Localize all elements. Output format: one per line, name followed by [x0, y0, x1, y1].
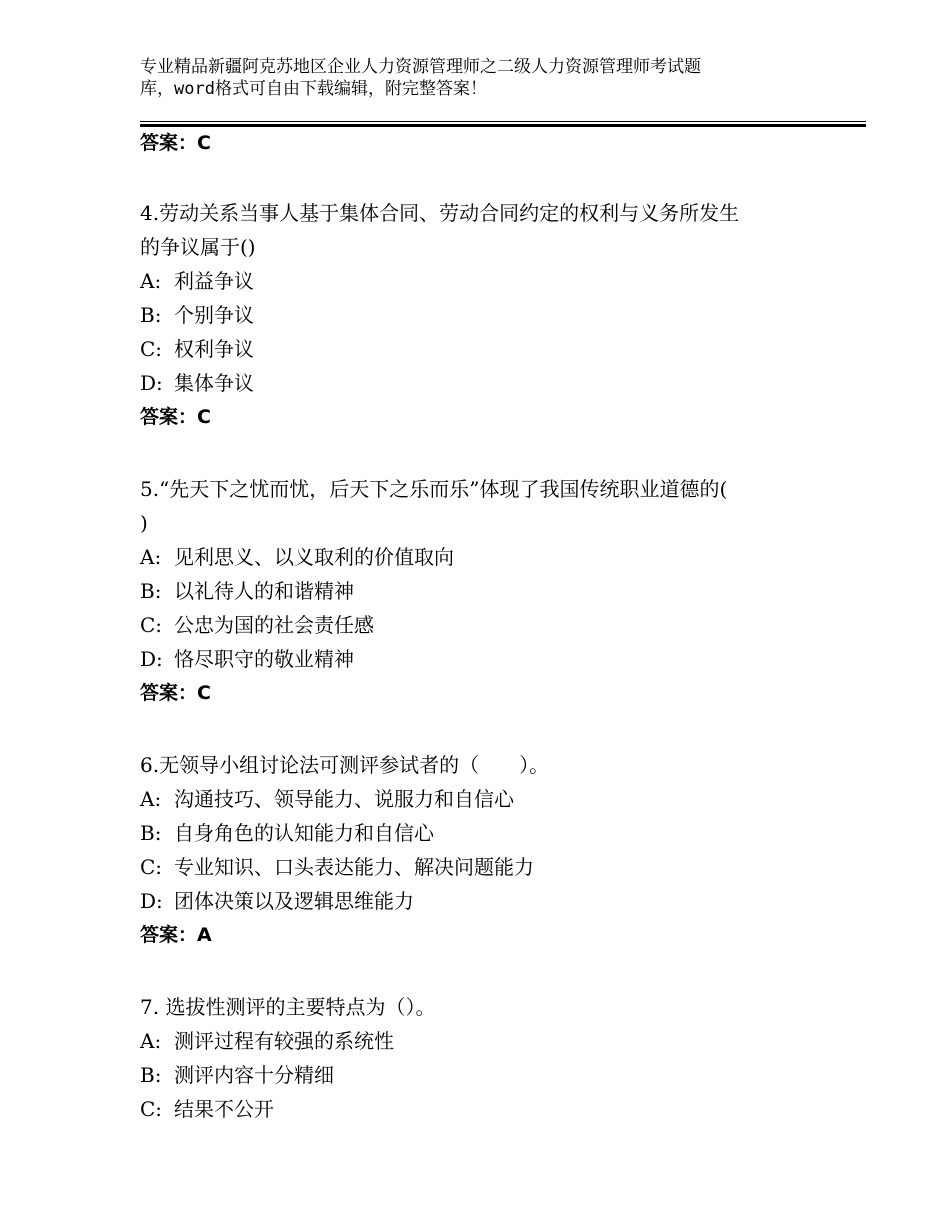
answer-label: 答案：A	[140, 924, 212, 946]
option-text: 以礼待人的和谐精神	[174, 579, 354, 603]
option-letter: A:	[140, 269, 162, 293]
option-text: 公忠为国的社会责任感	[174, 613, 374, 637]
option-text: 集体争议	[174, 371, 254, 395]
option-letter: D:	[140, 647, 163, 671]
option-text: 利益争议	[174, 269, 254, 293]
option-letter: C:	[140, 1097, 163, 1121]
option-letter: B:	[140, 821, 162, 845]
option-b	[140, 574, 840, 608]
option-b	[140, 298, 840, 332]
option-c	[140, 608, 840, 642]
option-text: 见利思义、以义取利的价值取向	[174, 545, 454, 569]
question-text: 7. 选拔性测评的主要特点为（）。	[140, 995, 436, 1019]
option-letter: A:	[140, 787, 162, 811]
question-block	[140, 196, 840, 434]
document-body	[140, 126, 840, 1126]
answer-label: 答案：C	[140, 406, 211, 428]
question-text: 4.劳动关系当事人基于集体合同、劳动合同约定的权利与义务所发生	[140, 201, 740, 225]
option-d	[140, 884, 840, 918]
option-text: 权利争议	[174, 337, 254, 361]
option-text: 测评过程有较强的系统性	[174, 1029, 394, 1053]
question-block	[140, 472, 840, 710]
option-d	[140, 642, 840, 676]
spacer	[140, 952, 840, 990]
option-letter: C:	[140, 613, 163, 637]
option-letter: A:	[140, 545, 162, 569]
option-text: 团体决策以及逻辑思维能力	[174, 889, 414, 913]
option-a	[140, 264, 840, 298]
option-a	[140, 782, 840, 816]
option-b	[140, 816, 840, 850]
option-letter: B:	[140, 1063, 162, 1087]
option-letter: D:	[140, 889, 163, 913]
question-text: 6.无领导小组讨论法可测评参试者的（ ）。	[140, 753, 550, 777]
option-b	[140, 1058, 840, 1092]
question-block	[140, 990, 840, 1126]
header-title-line-1: 专业精品新疆阿克苏地区企业人力资源管理师之二级人力资源管理师考试题	[140, 57, 701, 77]
option-text: 自身角色的认知能力和自信心	[174, 821, 434, 845]
spacer	[140, 710, 840, 748]
question-block	[140, 748, 840, 952]
option-text: 测评内容十分精细	[174, 1063, 334, 1087]
option-text: 结果不公开	[174, 1097, 274, 1121]
header-title-line-2: 库，word格式可自由下载编辑，附完整答案！	[140, 79, 487, 99]
option-letter: C:	[140, 337, 163, 361]
option-letter: D:	[140, 371, 163, 395]
option-c	[140, 850, 840, 884]
option-letter: C:	[140, 855, 163, 879]
option-letter: B:	[140, 579, 162, 603]
option-a	[140, 540, 840, 574]
option-d	[140, 366, 840, 400]
spacer	[140, 160, 840, 196]
option-text: 沟通技巧、领导能力、说服力和自信心	[174, 787, 514, 811]
question-text-continued: )	[140, 511, 148, 535]
question-text-continued: 的争议属于()	[140, 235, 256, 259]
option-letter: A:	[140, 1029, 162, 1053]
option-a	[140, 1024, 840, 1058]
answer-label: 答案：C	[140, 682, 211, 704]
option-text: 专业知识、口头表达能力、解决问题能力	[174, 855, 534, 879]
answer-label: 答案：C	[140, 132, 211, 154]
option-c	[140, 332, 840, 366]
option-text: 个别争议	[174, 303, 254, 327]
spacer	[140, 434, 840, 472]
option-c	[140, 1092, 840, 1126]
option-text: 恪尽职守的敬业精神	[174, 647, 354, 671]
option-letter: B:	[140, 303, 162, 327]
document-header	[140, 56, 780, 100]
question-text: 5.“先天下之忧而忧，后天下之乐而乐”体现了我国传统职业道德的(	[140, 477, 728, 501]
